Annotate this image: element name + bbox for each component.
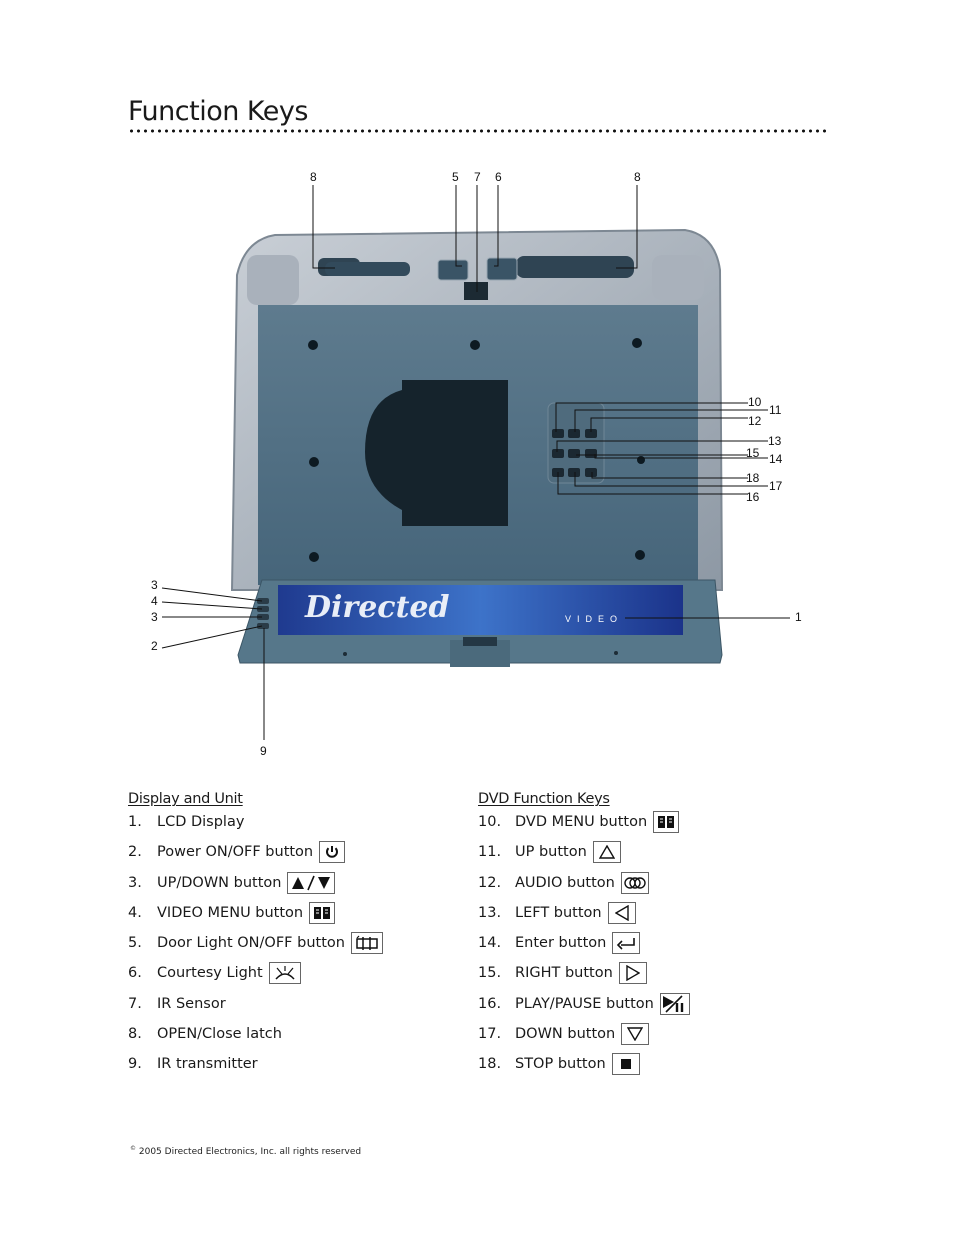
list-item	[478, 875, 690, 905]
monitor-diagram	[0, 150, 954, 770]
page-title: Function Keys	[128, 96, 308, 127]
title-dotted-rule	[128, 128, 828, 134]
callout-2: 2	[151, 639, 158, 653]
item-label: STOP button	[515, 1056, 606, 1073]
item-number: 1.	[128, 814, 142, 830]
list-item	[128, 1026, 383, 1056]
down-triangle-icon	[621, 1023, 649, 1045]
item-label: UP button	[515, 844, 587, 861]
callout-18: 18	[746, 471, 760, 485]
audio-icon	[621, 872, 649, 894]
callout-8-left: 8	[310, 170, 317, 184]
item-number: 9.	[128, 1056, 142, 1073]
display-unit-list	[128, 814, 383, 1087]
item-label: RIGHT button	[515, 965, 613, 982]
item-label: Courtesy Light	[157, 965, 263, 982]
list-item	[128, 996, 383, 1026]
up-down-icon	[287, 872, 335, 894]
item-number: 2.	[128, 844, 142, 861]
right-latch	[516, 256, 634, 278]
item-number: 10.	[478, 814, 502, 830]
callout-11: 11	[769, 403, 782, 417]
item-label: AUDIO button	[515, 874, 615, 891]
callout-8-right: 8	[634, 170, 641, 184]
item-label: LCD Display	[157, 814, 245, 830]
list-item	[128, 965, 383, 995]
callout-13: 13	[768, 434, 782, 448]
ir-sensor	[464, 282, 488, 300]
list-item	[128, 1056, 383, 1086]
callout-6: 6	[495, 170, 502, 184]
callout-15: 15	[746, 446, 760, 460]
list-item	[478, 965, 690, 995]
callout-3-top: 3	[151, 578, 158, 592]
list-item	[478, 844, 690, 874]
item-number: 12.	[478, 874, 502, 891]
item-number: 14.	[478, 935, 502, 952]
screen-brand-text: Directed	[305, 590, 450, 625]
item-label: IR Sensor	[157, 995, 226, 1012]
callout-12: 12	[748, 414, 762, 428]
item-number: 18.	[478, 1056, 502, 1073]
item-label: LEFT button	[515, 904, 602, 921]
list-item	[478, 1056, 690, 1086]
callout-3-bottom: 3	[151, 610, 158, 624]
door-light-switch	[438, 260, 468, 280]
item-label: DOWN button	[515, 1026, 616, 1043]
power-icon	[319, 841, 345, 863]
right-speaker-grill	[652, 255, 704, 300]
dvd-keys-heading: DVD Function Keys	[478, 791, 610, 807]
item-label: UP/DOWN button	[157, 874, 282, 891]
item-number: 11.	[478, 844, 502, 861]
copyright-text: 2005 Directed Electronics, Inc. all rights reserved	[138, 1147, 362, 1157]
right-triangle-icon	[619, 962, 647, 984]
item-number: 6.	[128, 965, 142, 982]
item-label: PLAY/PAUSE button	[515, 995, 654, 1012]
item-number: 16.	[478, 995, 502, 1012]
item-number: 8.	[128, 1026, 142, 1043]
left-speaker-grill	[247, 255, 299, 305]
callout-10: 10	[748, 395, 762, 409]
item-number: 3.	[128, 874, 142, 891]
list-item	[128, 905, 383, 935]
stop-icon	[612, 1053, 640, 1075]
callout-16: 16	[746, 490, 760, 504]
item-number: 15.	[478, 965, 502, 982]
item-label: OPEN/Close latch	[157, 1026, 282, 1043]
courtesy-light-icon	[269, 962, 301, 984]
display-unit-heading: Display and Unit	[128, 791, 243, 807]
callout-4: 4	[151, 594, 158, 608]
book-icon	[653, 811, 679, 833]
item-number: 5.	[128, 935, 142, 952]
item-number: 4.	[128, 904, 142, 921]
item-label: DVD MENU button	[515, 814, 648, 830]
callout-7: 7	[474, 170, 481, 184]
item-label: Enter button	[515, 935, 607, 952]
item-number: 13.	[478, 904, 502, 921]
callout-1: 1	[795, 610, 802, 624]
callout-14: 14	[769, 452, 783, 466]
up-triangle-icon	[593, 841, 621, 863]
item-number: 17.	[478, 1026, 502, 1043]
copyright-footer	[130, 1145, 361, 1157]
list-item	[478, 905, 690, 935]
screen-brand-subtext: VIDEO	[565, 614, 624, 624]
item-label: Door Light ON/OFF button	[157, 935, 345, 952]
callout-9: 9	[260, 744, 267, 758]
callout-17: 17	[769, 479, 783, 493]
list-item	[128, 814, 383, 844]
ir-transmitter	[463, 637, 497, 646]
courtesy-light-switch	[487, 258, 517, 280]
callout-5: 5	[452, 170, 459, 184]
list-item	[128, 935, 383, 965]
item-number: 7.	[128, 995, 142, 1012]
door-light-icon	[351, 932, 383, 954]
item-label: Power ON/OFF button	[157, 844, 314, 861]
left-latch-bar	[325, 262, 410, 276]
list-item	[478, 935, 690, 965]
play-pause-icon	[660, 993, 690, 1015]
book-icon	[309, 902, 335, 924]
enter-icon	[612, 932, 640, 954]
list-item	[128, 844, 383, 874]
list-item	[478, 996, 690, 1026]
list-item	[478, 814, 690, 844]
item-label: IR transmitter	[157, 1056, 258, 1073]
copyright-symbol: ©	[130, 1145, 136, 1152]
item-label: VIDEO MENU button	[157, 904, 304, 921]
list-item	[478, 1026, 690, 1056]
dvd-keys-list	[478, 814, 690, 1087]
list-item	[128, 875, 383, 905]
left-triangle-icon	[608, 902, 636, 924]
